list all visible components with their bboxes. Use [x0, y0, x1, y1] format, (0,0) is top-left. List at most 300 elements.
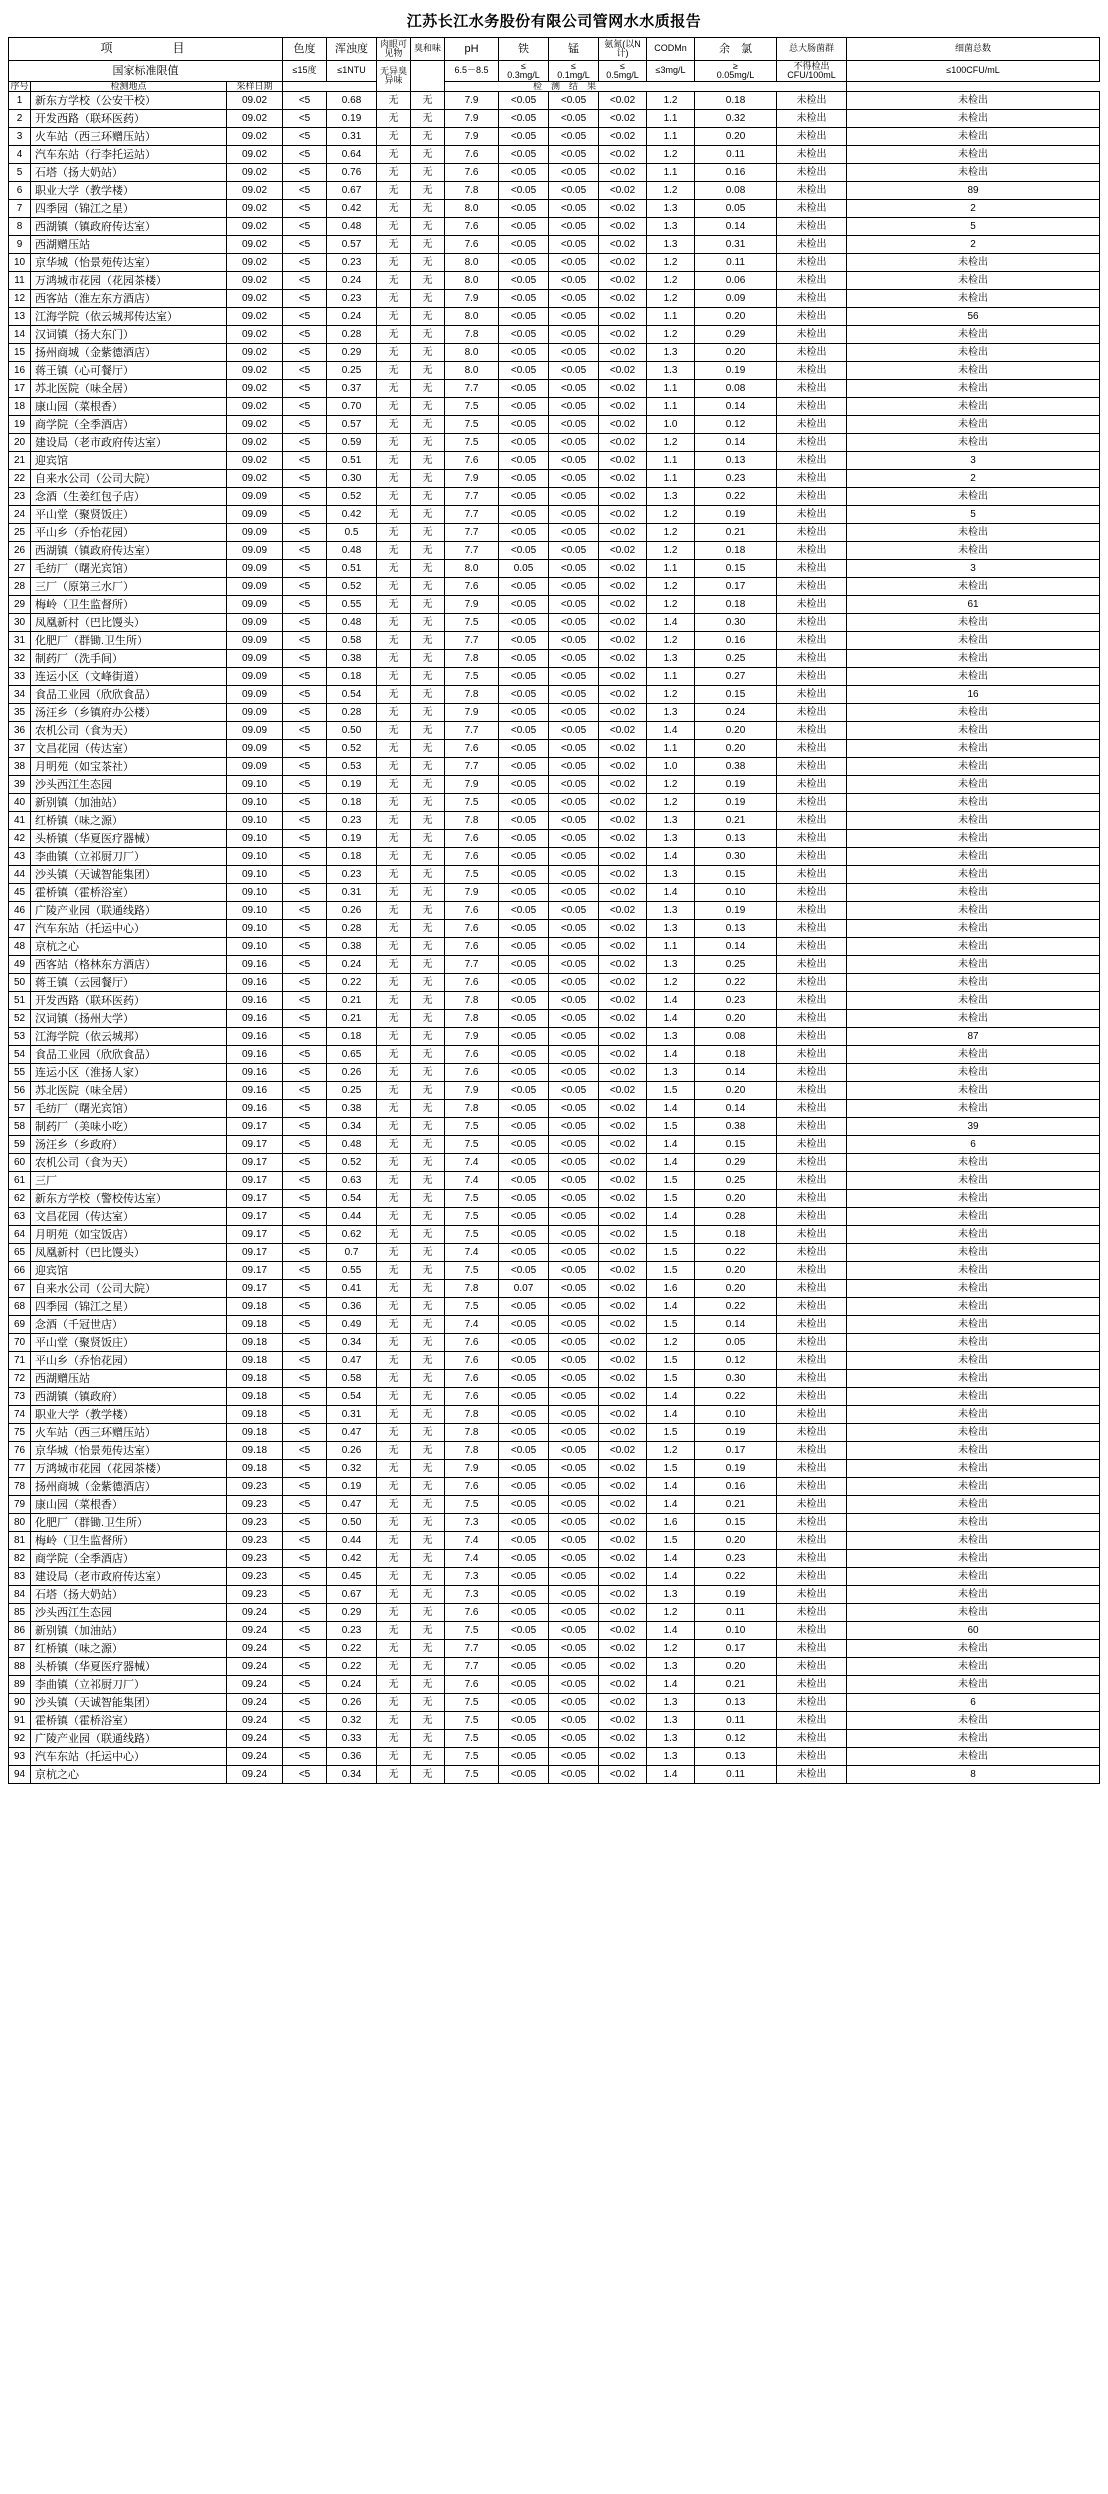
row-ph: 7.6 [445, 578, 499, 596]
row-site: 建设局（老市政府传达室） [31, 434, 227, 452]
row-color: <5 [283, 1514, 327, 1532]
row-ammonia: <0.02 [599, 1532, 647, 1550]
row-turbidity: 0.50 [327, 722, 377, 740]
row-odor: 无 [411, 668, 445, 686]
row-cod: 1.3 [647, 488, 695, 506]
row-site: 康山园（菜根香） [31, 1496, 227, 1514]
row-manganese: <0.05 [549, 362, 599, 380]
row-date: 09.17 [227, 1244, 283, 1262]
page-title: 江苏长江水务股份有限公司管网水水质报告 [406, 13, 702, 30]
row-turbidity: 0.42 [327, 506, 377, 524]
row-turbidity: 0.18 [327, 668, 377, 686]
row-coliform: 未检出 [777, 1082, 847, 1100]
row-coliform: 未检出 [777, 524, 847, 542]
row-odor: 无 [411, 1010, 445, 1028]
row-color: <5 [283, 1604, 327, 1622]
row-bacteria: 未检出 [847, 1496, 1100, 1514]
row-seq: 94 [9, 1766, 31, 1784]
row-seq: 82 [9, 1550, 31, 1568]
row-seq: 60 [9, 1154, 31, 1172]
row-coliform: 未检出 [777, 1676, 847, 1694]
limit-iron: ≤ 0.3mg/L [499, 61, 549, 82]
row-bacteria: 2 [847, 236, 1100, 254]
row-date: 09.02 [227, 146, 283, 164]
row-turbidity: 0.28 [327, 704, 377, 722]
row-seq: 18 [9, 398, 31, 416]
row-iron: <0.05 [499, 1406, 549, 1424]
row-ammonia: <0.02 [599, 1460, 647, 1478]
row-seq: 11 [9, 272, 31, 290]
water-quality-table [8, 37, 1100, 1784]
table-row [9, 200, 1100, 218]
row-color: <5 [283, 182, 327, 200]
row-ammonia: <0.02 [599, 416, 647, 434]
row-bacteria: 未检出 [847, 1424, 1100, 1442]
row-manganese: <0.05 [549, 236, 599, 254]
row-cod: 1.1 [647, 938, 695, 956]
row-bacteria: 61 [847, 596, 1100, 614]
row-ammonia: <0.02 [599, 1190, 647, 1208]
table-row [9, 758, 1100, 776]
row-ph: 7.4 [445, 1244, 499, 1262]
row-date: 09.09 [227, 686, 283, 704]
row-iron: <0.05 [499, 1226, 549, 1244]
row-iron: <0.05 [499, 1766, 549, 1784]
row-residual-chlorine: 0.30 [695, 614, 777, 632]
row-coliform: 未检出 [777, 632, 847, 650]
row-odor: 无 [411, 272, 445, 290]
row-odor: 无 [411, 128, 445, 146]
table-row [9, 1604, 1100, 1622]
row-color: <5 [283, 938, 327, 956]
row-date: 09.23 [227, 1496, 283, 1514]
row-residual-chlorine: 0.25 [695, 956, 777, 974]
row-ammonia: <0.02 [599, 1370, 647, 1388]
row-ammonia: <0.02 [599, 1262, 647, 1280]
row-turbidity: 0.76 [327, 164, 377, 182]
row-manganese: <0.05 [549, 110, 599, 128]
row-residual-chlorine: 0.19 [695, 776, 777, 794]
row-cod: 1.4 [647, 1550, 695, 1568]
table-row [9, 326, 1100, 344]
table-row [9, 1370, 1100, 1388]
row-cod: 1.2 [647, 524, 695, 542]
row-coliform: 未检出 [777, 1406, 847, 1424]
row-bacteria: 未检出 [847, 92, 1100, 110]
row-ammonia: <0.02 [599, 830, 647, 848]
row-odor: 无 [411, 1118, 445, 1136]
row-cod: 1.4 [647, 1406, 695, 1424]
row-ph: 7.6 [445, 830, 499, 848]
row-seq: 49 [9, 956, 31, 974]
row-turbidity: 0.28 [327, 920, 377, 938]
row-ph: 7.5 [445, 1262, 499, 1280]
row-manganese: <0.05 [549, 1676, 599, 1694]
row-coliform: 未检出 [777, 308, 847, 326]
row-iron: <0.05 [499, 1064, 549, 1082]
row-turbidity: 0.58 [327, 1370, 377, 1388]
row-site: 文昌花园（传达室） [31, 740, 227, 758]
row-iron: <0.05 [499, 596, 549, 614]
row-turbidity: 0.31 [327, 128, 377, 146]
row-site: 连运小区（文峰街道） [31, 668, 227, 686]
table-row [9, 830, 1100, 848]
row-ph: 7.7 [445, 1640, 499, 1658]
row-turbidity: 0.48 [327, 218, 377, 236]
row-turbidity: 0.48 [327, 614, 377, 632]
row-residual-chlorine: 0.11 [695, 146, 777, 164]
row-odor: 无 [411, 902, 445, 920]
row-iron: <0.05 [499, 1244, 549, 1262]
row-cod: 1.4 [647, 848, 695, 866]
row-seq: 31 [9, 632, 31, 650]
row-manganese: <0.05 [549, 1622, 599, 1640]
table-row [9, 650, 1100, 668]
row-residual-chlorine: 0.38 [695, 758, 777, 776]
table-row [9, 1478, 1100, 1496]
row-residual-chlorine: 0.25 [695, 650, 777, 668]
row-iron: <0.05 [499, 758, 549, 776]
row-site: 商学院（全季酒店） [31, 416, 227, 434]
header-date-label: 采样日期 [227, 82, 283, 92]
row-site: 四季园（锦江之星） [31, 1298, 227, 1316]
row-turbidity: 0.53 [327, 758, 377, 776]
row-date: 09.02 [227, 128, 283, 146]
row-turbidity: 0.24 [327, 1676, 377, 1694]
row-bacteria: 56 [847, 308, 1100, 326]
row-visible: 无 [377, 596, 411, 614]
row-residual-chlorine: 0.13 [695, 1694, 777, 1712]
row-manganese: <0.05 [549, 128, 599, 146]
row-bacteria: 未检出 [847, 1406, 1100, 1424]
row-turbidity: 0.37 [327, 380, 377, 398]
row-ph: 7.8 [445, 686, 499, 704]
row-bacteria: 未检出 [847, 866, 1100, 884]
row-residual-chlorine: 0.12 [695, 1352, 777, 1370]
row-iron: <0.05 [499, 866, 549, 884]
row-date: 09.02 [227, 470, 283, 488]
row-site: 火车站（西三环赠压站） [31, 128, 227, 146]
row-manganese: <0.05 [549, 1154, 599, 1172]
row-ammonia: <0.02 [599, 1442, 647, 1460]
row-seq: 86 [9, 1622, 31, 1640]
row-site: 平山堂（聚贤饭庄） [31, 1334, 227, 1352]
row-manganese: <0.05 [549, 380, 599, 398]
row-visible: 无 [377, 1694, 411, 1712]
row-visible: 无 [377, 632, 411, 650]
row-ph: 7.9 [445, 1082, 499, 1100]
row-iron: <0.05 [499, 506, 549, 524]
row-coliform: 未检出 [777, 956, 847, 974]
row-color: <5 [283, 1406, 327, 1424]
row-site: 火车站（西三环赠压站） [31, 1424, 227, 1442]
row-site: 制药厂（洗手间） [31, 650, 227, 668]
row-site: 西客站（淮左东方酒店） [31, 290, 227, 308]
row-date: 09.17 [227, 1118, 283, 1136]
row-coliform: 未检出 [777, 182, 847, 200]
row-residual-chlorine: 0.23 [695, 992, 777, 1010]
row-odor: 无 [411, 1478, 445, 1496]
row-odor: 无 [411, 164, 445, 182]
table-row [9, 1586, 1100, 1604]
row-ammonia: <0.02 [599, 1208, 647, 1226]
row-iron: <0.05 [499, 1748, 549, 1766]
row-ph: 7.5 [445, 1694, 499, 1712]
row-ph: 7.8 [445, 1100, 499, 1118]
row-odor: 无 [411, 506, 445, 524]
row-site: 农机公司（食为天） [31, 1154, 227, 1172]
limit-ph: 6.5－8.5 [445, 61, 499, 82]
row-coliform: 未检出 [777, 686, 847, 704]
row-coliform: 未检出 [777, 1118, 847, 1136]
row-odor: 无 [411, 884, 445, 902]
row-color: <5 [283, 542, 327, 560]
row-turbidity: 0.23 [327, 290, 377, 308]
row-seq: 70 [9, 1334, 31, 1352]
row-color: <5 [283, 992, 327, 1010]
table-row [9, 1280, 1100, 1298]
row-iron: <0.05 [499, 1514, 549, 1532]
row-date: 09.09 [227, 704, 283, 722]
row-coliform: 未检出 [777, 218, 847, 236]
row-odor: 无 [411, 452, 445, 470]
row-manganese: <0.05 [549, 686, 599, 704]
row-iron: <0.05 [499, 1082, 549, 1100]
row-visible: 无 [377, 1388, 411, 1406]
row-color: <5 [283, 1064, 327, 1082]
row-site: 四季园（锦江之星） [31, 200, 227, 218]
row-date: 09.10 [227, 884, 283, 902]
row-site: 食品工业园（欣欣食品） [31, 686, 227, 704]
row-coliform: 未检出 [777, 1424, 847, 1442]
row-seq: 35 [9, 704, 31, 722]
row-visible: 无 [377, 1082, 411, 1100]
row-seq: 78 [9, 1478, 31, 1496]
row-seq: 32 [9, 650, 31, 668]
row-visible: 无 [377, 812, 411, 830]
row-residual-chlorine: 0.16 [695, 632, 777, 650]
row-ammonia: <0.02 [599, 1568, 647, 1586]
row-coliform: 未检出 [777, 1442, 847, 1460]
row-color: <5 [283, 1334, 327, 1352]
row-residual-chlorine: 0.20 [695, 1190, 777, 1208]
row-residual-chlorine: 0.14 [695, 218, 777, 236]
row-bacteria: 未检出 [847, 1352, 1100, 1370]
row-bacteria: 未检出 [847, 578, 1100, 596]
row-date: 09.24 [227, 1676, 283, 1694]
header-row-subheads [9, 82, 1100, 92]
row-bacteria: 16 [847, 686, 1100, 704]
row-site: 广陵产业园（联通线路） [31, 902, 227, 920]
row-date: 09.02 [227, 218, 283, 236]
row-turbidity: 0.42 [327, 1550, 377, 1568]
row-turbidity: 0.48 [327, 542, 377, 560]
table-row [9, 884, 1100, 902]
row-ammonia: <0.02 [599, 1514, 647, 1532]
row-date: 09.16 [227, 1100, 283, 1118]
row-cod: 1.2 [647, 1640, 695, 1658]
row-color: <5 [283, 1316, 327, 1334]
row-cod: 1.2 [647, 146, 695, 164]
table-row [9, 1406, 1100, 1424]
row-ammonia: <0.02 [599, 1136, 647, 1154]
row-ammonia: <0.02 [599, 686, 647, 704]
row-cod: 1.1 [647, 668, 695, 686]
row-bacteria: 未检出 [847, 740, 1100, 758]
row-turbidity: 0.67 [327, 1586, 377, 1604]
row-color: <5 [283, 722, 327, 740]
row-turbidity: 0.36 [327, 1298, 377, 1316]
row-seq: 1 [9, 92, 31, 110]
row-residual-chlorine: 0.30 [695, 1370, 777, 1388]
row-color: <5 [283, 272, 327, 290]
row-turbidity: 0.18 [327, 848, 377, 866]
row-bacteria: 8 [847, 1766, 1100, 1784]
row-residual-chlorine: 0.25 [695, 1172, 777, 1190]
row-manganese: <0.05 [549, 1370, 599, 1388]
row-date: 09.02 [227, 398, 283, 416]
row-ph: 7.5 [445, 1136, 499, 1154]
row-residual-chlorine: 0.20 [695, 1280, 777, 1298]
row-bacteria: 未检出 [847, 1226, 1100, 1244]
row-manganese: <0.05 [549, 704, 599, 722]
row-seq: 57 [9, 1100, 31, 1118]
row-turbidity: 0.47 [327, 1352, 377, 1370]
row-date: 09.16 [227, 1028, 283, 1046]
row-iron: <0.05 [499, 218, 549, 236]
row-visible: 无 [377, 848, 411, 866]
row-iron: <0.05 [499, 272, 549, 290]
row-odor: 无 [411, 110, 445, 128]
row-residual-chlorine: 0.19 [695, 1424, 777, 1442]
row-manganese: <0.05 [549, 1460, 599, 1478]
row-iron: <0.05 [499, 1424, 549, 1442]
row-bacteria: 未检出 [847, 110, 1100, 128]
row-seq: 62 [9, 1190, 31, 1208]
row-ammonia: <0.02 [599, 560, 647, 578]
row-bacteria: 未检出 [847, 758, 1100, 776]
row-cod: 1.4 [647, 884, 695, 902]
row-manganese: <0.05 [549, 1604, 599, 1622]
row-odor: 无 [411, 1352, 445, 1370]
limit-coliform: 不得检出 CFU/100mL [777, 61, 847, 82]
table-row [9, 704, 1100, 722]
row-odor: 无 [411, 1172, 445, 1190]
row-bacteria: 未检出 [847, 722, 1100, 740]
row-ammonia: <0.02 [599, 1046, 647, 1064]
row-bacteria: 未检出 [847, 1334, 1100, 1352]
row-visible: 无 [377, 1064, 411, 1082]
row-site: 平山乡（乔怡花园） [31, 1352, 227, 1370]
row-ammonia: <0.02 [599, 1100, 647, 1118]
row-seq: 64 [9, 1226, 31, 1244]
row-odor: 无 [411, 290, 445, 308]
row-color: <5 [283, 1244, 327, 1262]
row-manganese: <0.05 [549, 1100, 599, 1118]
row-seq: 88 [9, 1658, 31, 1676]
row-seq: 91 [9, 1712, 31, 1730]
row-manganese: <0.05 [549, 182, 599, 200]
row-odor: 无 [411, 1226, 445, 1244]
row-seq: 9 [9, 236, 31, 254]
row-odor: 无 [411, 1208, 445, 1226]
row-seq: 74 [9, 1406, 31, 1424]
row-seq: 36 [9, 722, 31, 740]
row-seq: 93 [9, 1748, 31, 1766]
table-row [9, 308, 1100, 326]
row-odor: 无 [411, 1766, 445, 1784]
row-iron: <0.05 [499, 1298, 549, 1316]
row-manganese: <0.05 [549, 1550, 599, 1568]
row-cod: 1.3 [647, 1748, 695, 1766]
header-col-visible: 肉眼可见物 [377, 38, 411, 61]
row-odor: 无 [411, 1676, 445, 1694]
row-seq: 2 [9, 110, 31, 128]
row-ph: 7.7 [445, 632, 499, 650]
row-bacteria: 未检出 [847, 1388, 1100, 1406]
header-col-cod: CODMn [647, 38, 695, 61]
row-odor: 无 [411, 1586, 445, 1604]
row-date: 09.02 [227, 254, 283, 272]
row-date: 09.18 [227, 1352, 283, 1370]
row-turbidity: 0.48 [327, 1136, 377, 1154]
row-bacteria: 未检出 [847, 1586, 1100, 1604]
row-ammonia: <0.02 [599, 1604, 647, 1622]
row-date: 09.02 [227, 434, 283, 452]
row-bacteria: 未检出 [847, 884, 1100, 902]
row-bacteria: 未检出 [847, 1280, 1100, 1298]
row-odor: 无 [411, 1100, 445, 1118]
row-odor: 无 [411, 1514, 445, 1532]
row-cod: 1.3 [647, 218, 695, 236]
row-iron: <0.05 [499, 920, 549, 938]
row-cod: 1.4 [647, 1046, 695, 1064]
row-odor: 无 [411, 200, 445, 218]
row-visible: 无 [377, 164, 411, 182]
row-manganese: <0.05 [549, 470, 599, 488]
row-residual-chlorine: 0.10 [695, 884, 777, 902]
row-odor: 无 [411, 776, 445, 794]
row-manganese: <0.05 [549, 290, 599, 308]
row-ph: 7.9 [445, 470, 499, 488]
row-iron: <0.05 [499, 146, 549, 164]
row-manganese: <0.05 [549, 1298, 599, 1316]
row-ph: 7.5 [445, 794, 499, 812]
row-bacteria: 未检出 [847, 650, 1100, 668]
row-residual-chlorine: 0.11 [695, 1604, 777, 1622]
table-row [9, 236, 1100, 254]
row-site: 三厂 [31, 1172, 227, 1190]
row-bacteria: 未检出 [847, 1082, 1100, 1100]
row-seq: 12 [9, 290, 31, 308]
row-color: <5 [283, 650, 327, 668]
row-ph: 7.8 [445, 326, 499, 344]
row-coliform: 未检出 [777, 1316, 847, 1334]
row-cod: 1.3 [647, 830, 695, 848]
table-row [9, 1244, 1100, 1262]
row-ammonia: <0.02 [599, 614, 647, 632]
row-turbidity: 0.22 [327, 1658, 377, 1676]
row-date: 09.17 [227, 1262, 283, 1280]
row-date: 09.16 [227, 1046, 283, 1064]
row-manganese: <0.05 [549, 1730, 599, 1748]
row-coliform: 未检出 [777, 1748, 847, 1766]
row-iron: <0.05 [499, 1568, 549, 1586]
header-seq-label: 序号 [10, 81, 29, 91]
row-seq: 53 [9, 1028, 31, 1046]
row-ammonia: <0.02 [599, 848, 647, 866]
row-odor: 无 [411, 866, 445, 884]
